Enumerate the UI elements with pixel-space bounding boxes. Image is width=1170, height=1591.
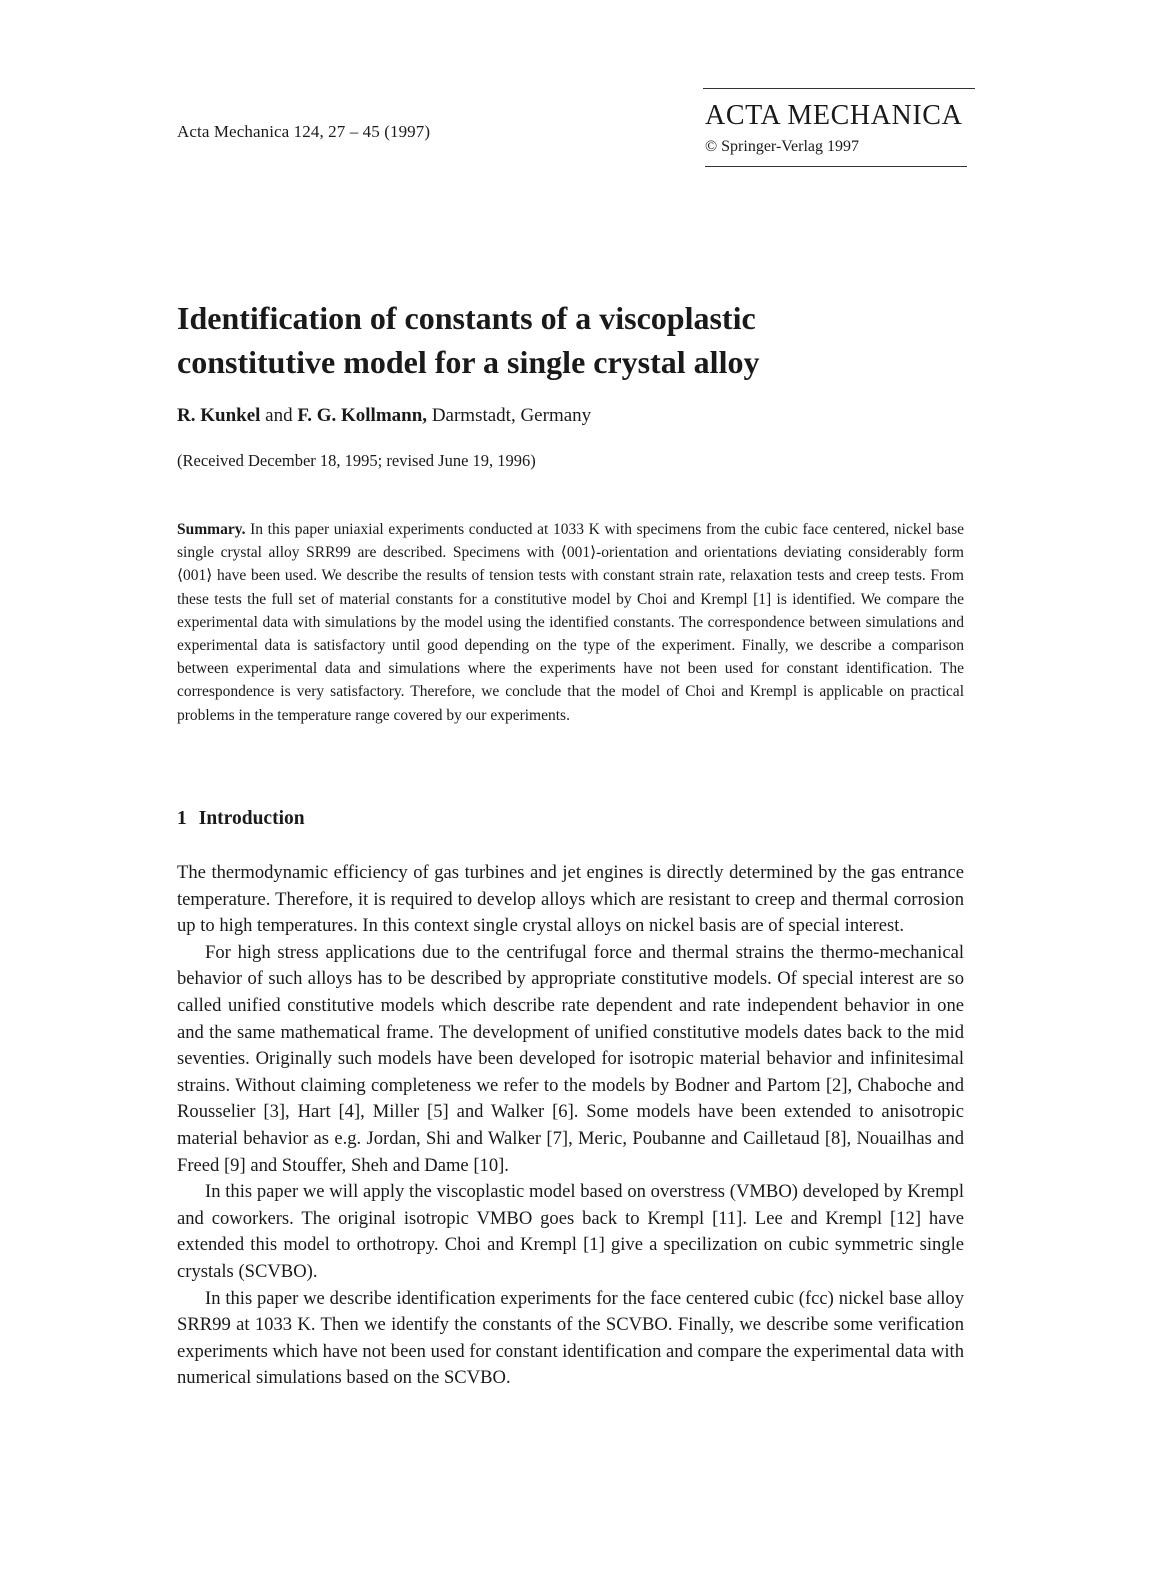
summary-text: In this paper uniaxial experiments conducted at 1033 K with specimens from the cubic face centered, nickel base single crystal alloy SRR99 are described. Specimens with ⟨001⟩-orientation and orientations deviating considerably form ⟨001⟩ have been used. We describe the results of tension tests with constant strain rate, relaxation tests and creep tests. From these tests the full set of material constants for a constitutive model by Choi and Krempl [1] is identified. We compare the experimental data with simulations by the model using the identified constants. The correspondence between simulations and experimental data is satisfactory until good depending on the type of the experiment. Finally, we describe a comparison between experimental data and simulations where the experiments have not been used for constant identification. The correspondence is very satisfactory. Therefore, we conclude that the model of Choi and Krempl is applicable on practical problems in the temperature range covered by our experiments.	[177, 521, 964, 724]
journal-masthead	[705, 88, 967, 167]
author-line	[177, 405, 591, 427]
author-kunkel: R. Kunkel	[177, 405, 261, 426]
intro-paragraph-2: For high stress applications due to the centrifugal force and thermal strains the thermo-mechanical behavior of such alloys has to be described by appropriate constitutive models. Of special interest are so called unified constitutive models which describe rate dependent and rate independent behavior in one and the same mathematical frame. The development of unified constitutive models dates back to the mid seventies. Originally such models have been developed for isotropic material behavior and infinitesimal strains. Without claiming completeness we refer to the models by Bodner and Partom [2], Chaboche and Rousselier [3], Hart [4], Miller [5] and Walker [6]. Some models have been extended to anisotropic material behavior as e.g. Jordan, Shi and Walker [7], Meric, Poubanne and Cailletaud [8], Nouailhas and Freed [9] and Stouffer, Sheh and Dame [10].	[177, 941, 964, 1176]
intro-paragraph-4: In this paper we describe identification experiments for the face centered cubic (fcc) nickel base alloy SRR99 at 1033 K. Then we identify the constants of the SCVBO. Finally, we describe some verification experiments which have not been used for constant identification and compare the experimental data with numerical simulations based on the SCVBO.	[177, 1287, 964, 1389]
summary-paragraph	[177, 518, 964, 727]
received-dates: (Received December 18, 1995; revised June 19, 1996)	[177, 451, 536, 470]
introduction-body	[177, 860, 964, 1392]
paper-title	[177, 296, 977, 384]
masthead-top-rule	[703, 88, 975, 89]
intro-paragraph-1: The thermodynamic efficiency of gas turbines and jet engines is directly determined by the gas entrance temperature. Therefore, it is required to develop alloys which are resistant to creep and thermal corrosion up to high temperatures. In this context single crystal alloys on nickel basis are of special interest.	[177, 862, 964, 937]
paper-title-line-2: constitutive model for a single crystal alloy	[177, 344, 760, 380]
section-heading-introduction	[177, 808, 305, 830]
copyright-notice: © Springer-Verlag 1997	[705, 138, 860, 155]
intro-paragraph-3: In this paper we will apply the viscoplastic model based on overstress (VMBO) developed by Krempl and coworkers. The original isotropic VMBO goes back to Krempl [11]. Lee and Krempl [12] have extended this model to orthotropy. Choi and Krempl [1] give a specilization on cubic symmetric single crystals (SCVBO).	[177, 1181, 964, 1282]
summary-label: Summary.	[177, 521, 246, 538]
journal-name: ACTA MECHANICA	[705, 100, 963, 131]
section-number: 1	[177, 808, 187, 829]
author-kollmann: F. G. Kollmann,	[297, 405, 428, 426]
masthead-bottom-rule	[705, 166, 967, 167]
author-conjunction: and	[260, 405, 298, 426]
section-title: Introduction	[198, 808, 305, 829]
author-location: Darmstadt, Germany	[427, 405, 592, 426]
paper-title-line-1: Identification of constants of a viscoplastic	[177, 300, 756, 336]
journal-reference: Acta Mechanica 124, 27 – 45 (1997)	[177, 122, 431, 141]
